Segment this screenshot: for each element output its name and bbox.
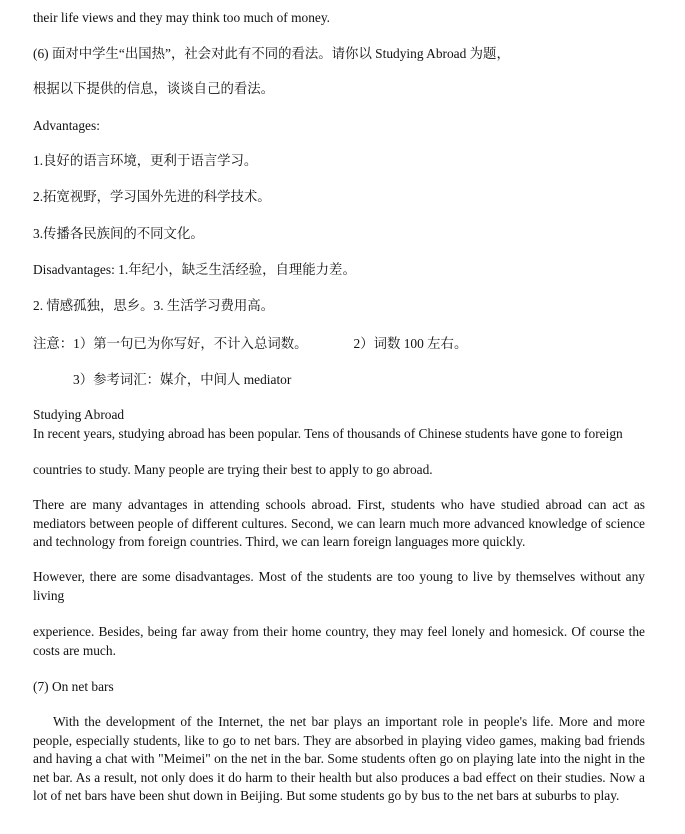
essay-advantages-paragraph: There are many advantages in attending schools abroad. First, students who have studied abroad can act as mediators between people of different cultures. Second, we can learn much more advanced knowledge of science and technology from foreign countries. Third, we can learn foreign languages more quickly. (33, 497, 645, 550)
task-6-instruction: 根据以下提供的信息，谈谈自己的看法。 (33, 81, 275, 96)
essay-intro-line-1: In recent years, studying abroad has been popular. Tens of thousands of Chinese students have gone to foreign (33, 426, 623, 441)
disadvantages-line: Disadvantages: 1.年纪小，缺乏生活经验，自理能力差。 (33, 262, 356, 277)
note-3: 3）参考词汇：媒介，中间人 mediator (73, 372, 292, 387)
essay-disadvantages-paragraph: However, there are some disadvantages. Most of the students are too young to live by themselves without any living (33, 569, 645, 603)
advantage-2: 2.拓宽视野，学习国外先进的科学技术。 (33, 189, 271, 204)
notes-line (33, 335, 467, 353)
advantage-3: 3.传播各民族间的不同文化。 (33, 226, 204, 241)
note-1: 注意：1）第一句已为你写好，不计入总词数。 (33, 336, 308, 351)
essay-title: Studying Abroad (33, 407, 125, 422)
note-2: 2）词数 100 左右。 (353, 336, 468, 351)
essay-conclusion-paragraph: experience. Besides, being far away from their home country, they may feel lonely and homesick. Of course the costs are much. (33, 624, 645, 658)
text-line-life-views: their life views and they may think too much of money. (33, 10, 331, 25)
net-bars-paragraph (33, 713, 645, 806)
advantage-1: 1.良好的语言环境，更利于语言学习。 (33, 153, 258, 168)
disadvantages-2-3: 2. 情感孤独，思乡。3. 生活学习费用高。 (33, 298, 275, 313)
task-6-prompt: (6) 面对中学生“出国热”，社会对此有不同的看法。请你以 Studying Abroad 为题， (33, 46, 510, 61)
advantages-heading: Advantages: (33, 118, 100, 133)
task-7-heading: (7) On net bars (33, 679, 114, 694)
essay-intro-line-2: countries to study. Many people are trying their best to apply to go abroad. (33, 462, 433, 477)
net-bars-text: With the development of the Internet, the net bar plays an important role in people's life. More and more people, especially students, like to go to net bars. They are absorbed in playing video games, making bad friends and having a chat with "Meimei" on the net in the bar. Some students often go on playing late into the night in the net bar. As a result, not only does it do harm to their health but also produces a bad effect on their studies. Now a lot of net bars have been shut down in Beijing. But some students go by bus to the net bars at suburbs to play. (33, 714, 645, 804)
